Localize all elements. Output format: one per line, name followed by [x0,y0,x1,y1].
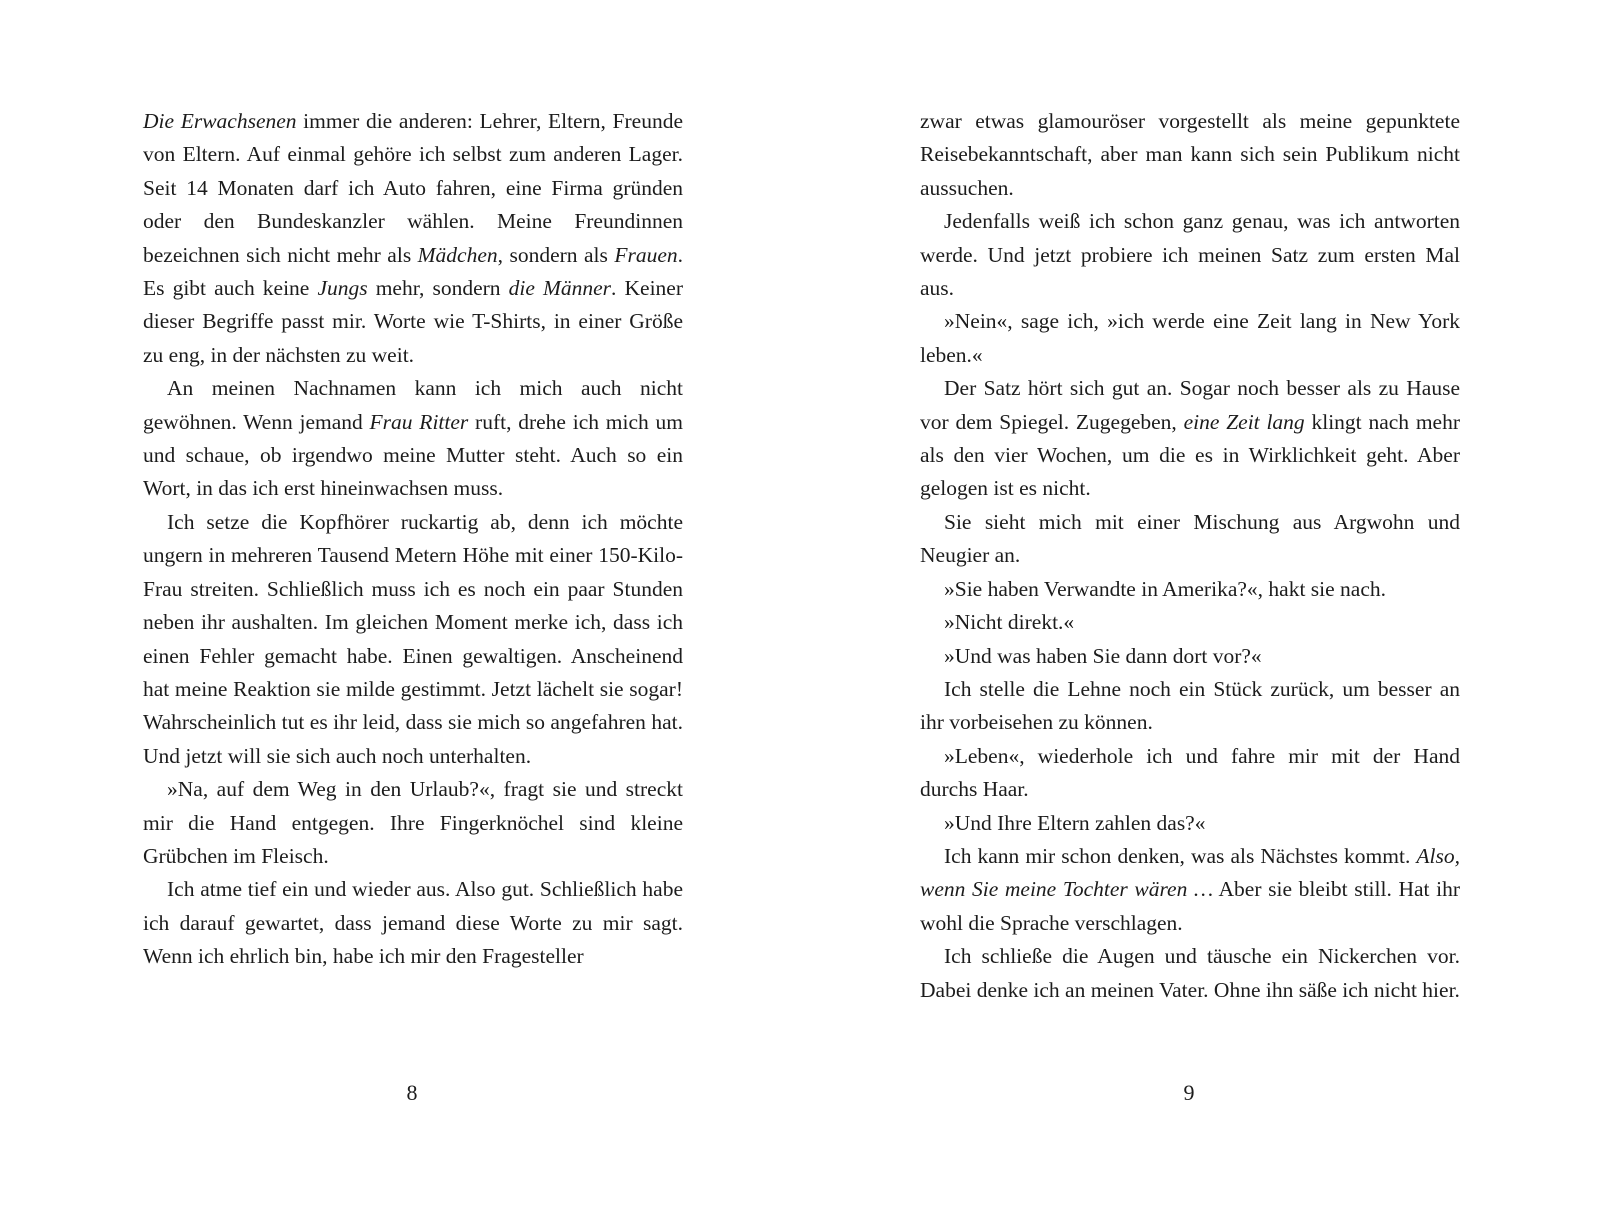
paragraph [920,372,1460,506]
page-number: 9 [1183,1080,1195,1105]
paragraph [920,940,1460,1007]
paragraph [143,773,683,873]
right-page [920,105,1460,1007]
paragraph-text: Ich kann mir schon denken, was als Nächstes kommt. [944,843,1417,868]
paragraph-text: , sondern als [497,242,615,267]
paragraph-text: . Es gibt auch keine [143,242,683,301]
paragraph [143,873,683,973]
paragraph-text: »Sie haben Verwandte in Amerika?«, hakt sie nach. [944,576,1387,601]
paragraph-text: Ich schließe die Augen und täusche ein Nickerchen vor. Dabei denke ich an meinen Vater. Ohne ihn säße ich nicht hier. [920,944,1460,1002]
italic-text: Die Erwachsenen [143,109,297,133]
italic-text: die Männer [508,276,612,301]
paragraph-text: Ich setze die Kopfhörer ruckartig ab, denn ich möchte ungern in mehreren Tausend Metern Höhe mit einer 150-Kilo-Frau streiten. Schließlich muss ich es noch ein paar Stunden neben ihr aushalten. Im gleichen Moment merke ich, dass ich einen Fehler gemacht habe. Einen gewaltigen. Anscheinend hat meine Reaktion sie milde gestimmt. Jetzt lächelt sie sogar! Wahrscheinlich tut es ihr leid, dass sie mich so angefahren hat. Und jetzt will sie sich auch noch unterhalten. [143,509,683,768]
paragraph [920,807,1460,840]
paragraph-text: »Und Ihre Eltern zahlen das?« [944,810,1206,835]
paragraph-text: »Und was haben Sie dann dort vor?« [944,643,1262,668]
left-page [143,105,683,974]
paragraph-text: Jedenfalls weiß ich schon ganz genau, was ich antworten werde. Und jetzt probiere ich meinen Satz zum ersten Mal aus. [920,209,1460,301]
paragraph [920,840,1460,940]
paragraph-text: . Keiner dieser Begriffe passt mir. Worte wie T-Shirts, in einer Größe zu eng, in der nächsten zu weit. [143,276,684,367]
paragraph [920,606,1460,639]
italic-text: Also, wenn Sie meine Tochter wären … [920,843,1460,902]
paragraph [920,740,1460,807]
paragraph-text: mehr, sondern [367,276,509,301]
paragraph [920,506,1460,573]
paragraph [920,673,1460,740]
paragraph-text: Sie sieht mich mit einer Mischung aus Argwohn und Neugier an. [920,509,1460,568]
paragraph [920,305,1460,372]
italic-text: Mädchen [417,242,498,267]
italic-text: eine Zeit lang [1183,409,1305,434]
paragraph-text: Der Satz hört sich gut an. Sogar noch besser als zu Hause vor dem Spiegel. Zugegeben, [920,376,1460,434]
paragraph-text: ruft, drehe ich mich um und schaue, ob irgendwo meine Mutter steht. Auch so ein Wort, in das ich erst hineinwachsen muss. [143,409,683,501]
paragraph [920,205,1460,305]
paragraph-text: Ich stelle die Lehne noch ein Stück zurück, um besser an ihr vorbeisehen zu können. [920,676,1460,735]
paragraph-text: zwar etwas glamouröser vorgestellt als meine gepunktete Reisebekanntschaft, aber man kann sich sein Publikum nicht aussuchen. [920,109,1460,200]
paragraph [143,372,683,506]
paragraph [143,506,683,773]
paragraph-text: »Na, auf dem Weg in den Urlaub?«, fragt sie und streckt mir die Hand entgegen. Ihre Fingerknöchel sind kleine Grübchen im Fleisch. [143,777,683,868]
paragraph-text: »Nicht direkt.« [944,610,1075,635]
paragraph-text: Ich atme tief ein und wieder aus. Also gut. Schließlich habe ich darauf gewartet, dass jemand diese Worte zu mir sagt. Wenn ich ehrlich bin, habe ich mir den Fragesteller [143,877,683,969]
paragraph-text: »Leben«, wiederhole ich und fahre mir mit der Hand durchs Haar. [920,743,1460,802]
paragraph-text: An meinen Nachnamen kann ich mich auch nicht gewöhnen. Wenn jemand [143,376,683,434]
italic-text: Jungs [317,276,368,301]
paragraph-text: Aber sie bleibt still. Hat ihr wohl die Sprache verschlagen. [920,877,1461,935]
paragraph-text: immer die anderen: Lehrer, Eltern, Freunde von Eltern. Auf einmal gehöre ich selbst zum anderen Lager. Seit 14 Monaten darf ich Auto fahren, eine Firma gründen oder den Bundeskanzler wählen. Meine Freundinnen bezeichnen sich nicht mehr als [143,109,683,267]
paragraph-text: klingt nach mehr als den vier Wochen, um die es in Wirklichkeit geht. Aber gelogen ist es nicht. [920,409,1460,501]
paragraph [143,105,683,372]
paragraph [920,640,1460,673]
italic-text: Frau Ritter [369,409,469,434]
paragraph-text: »Nein«, sage ich, »ich werde eine Zeit lang in New York leben.« [920,309,1460,367]
paragraph [920,105,1460,205]
paragraph [920,573,1460,606]
italic-text: Frauen [614,242,678,267]
page-number: 8 [406,1080,418,1105]
